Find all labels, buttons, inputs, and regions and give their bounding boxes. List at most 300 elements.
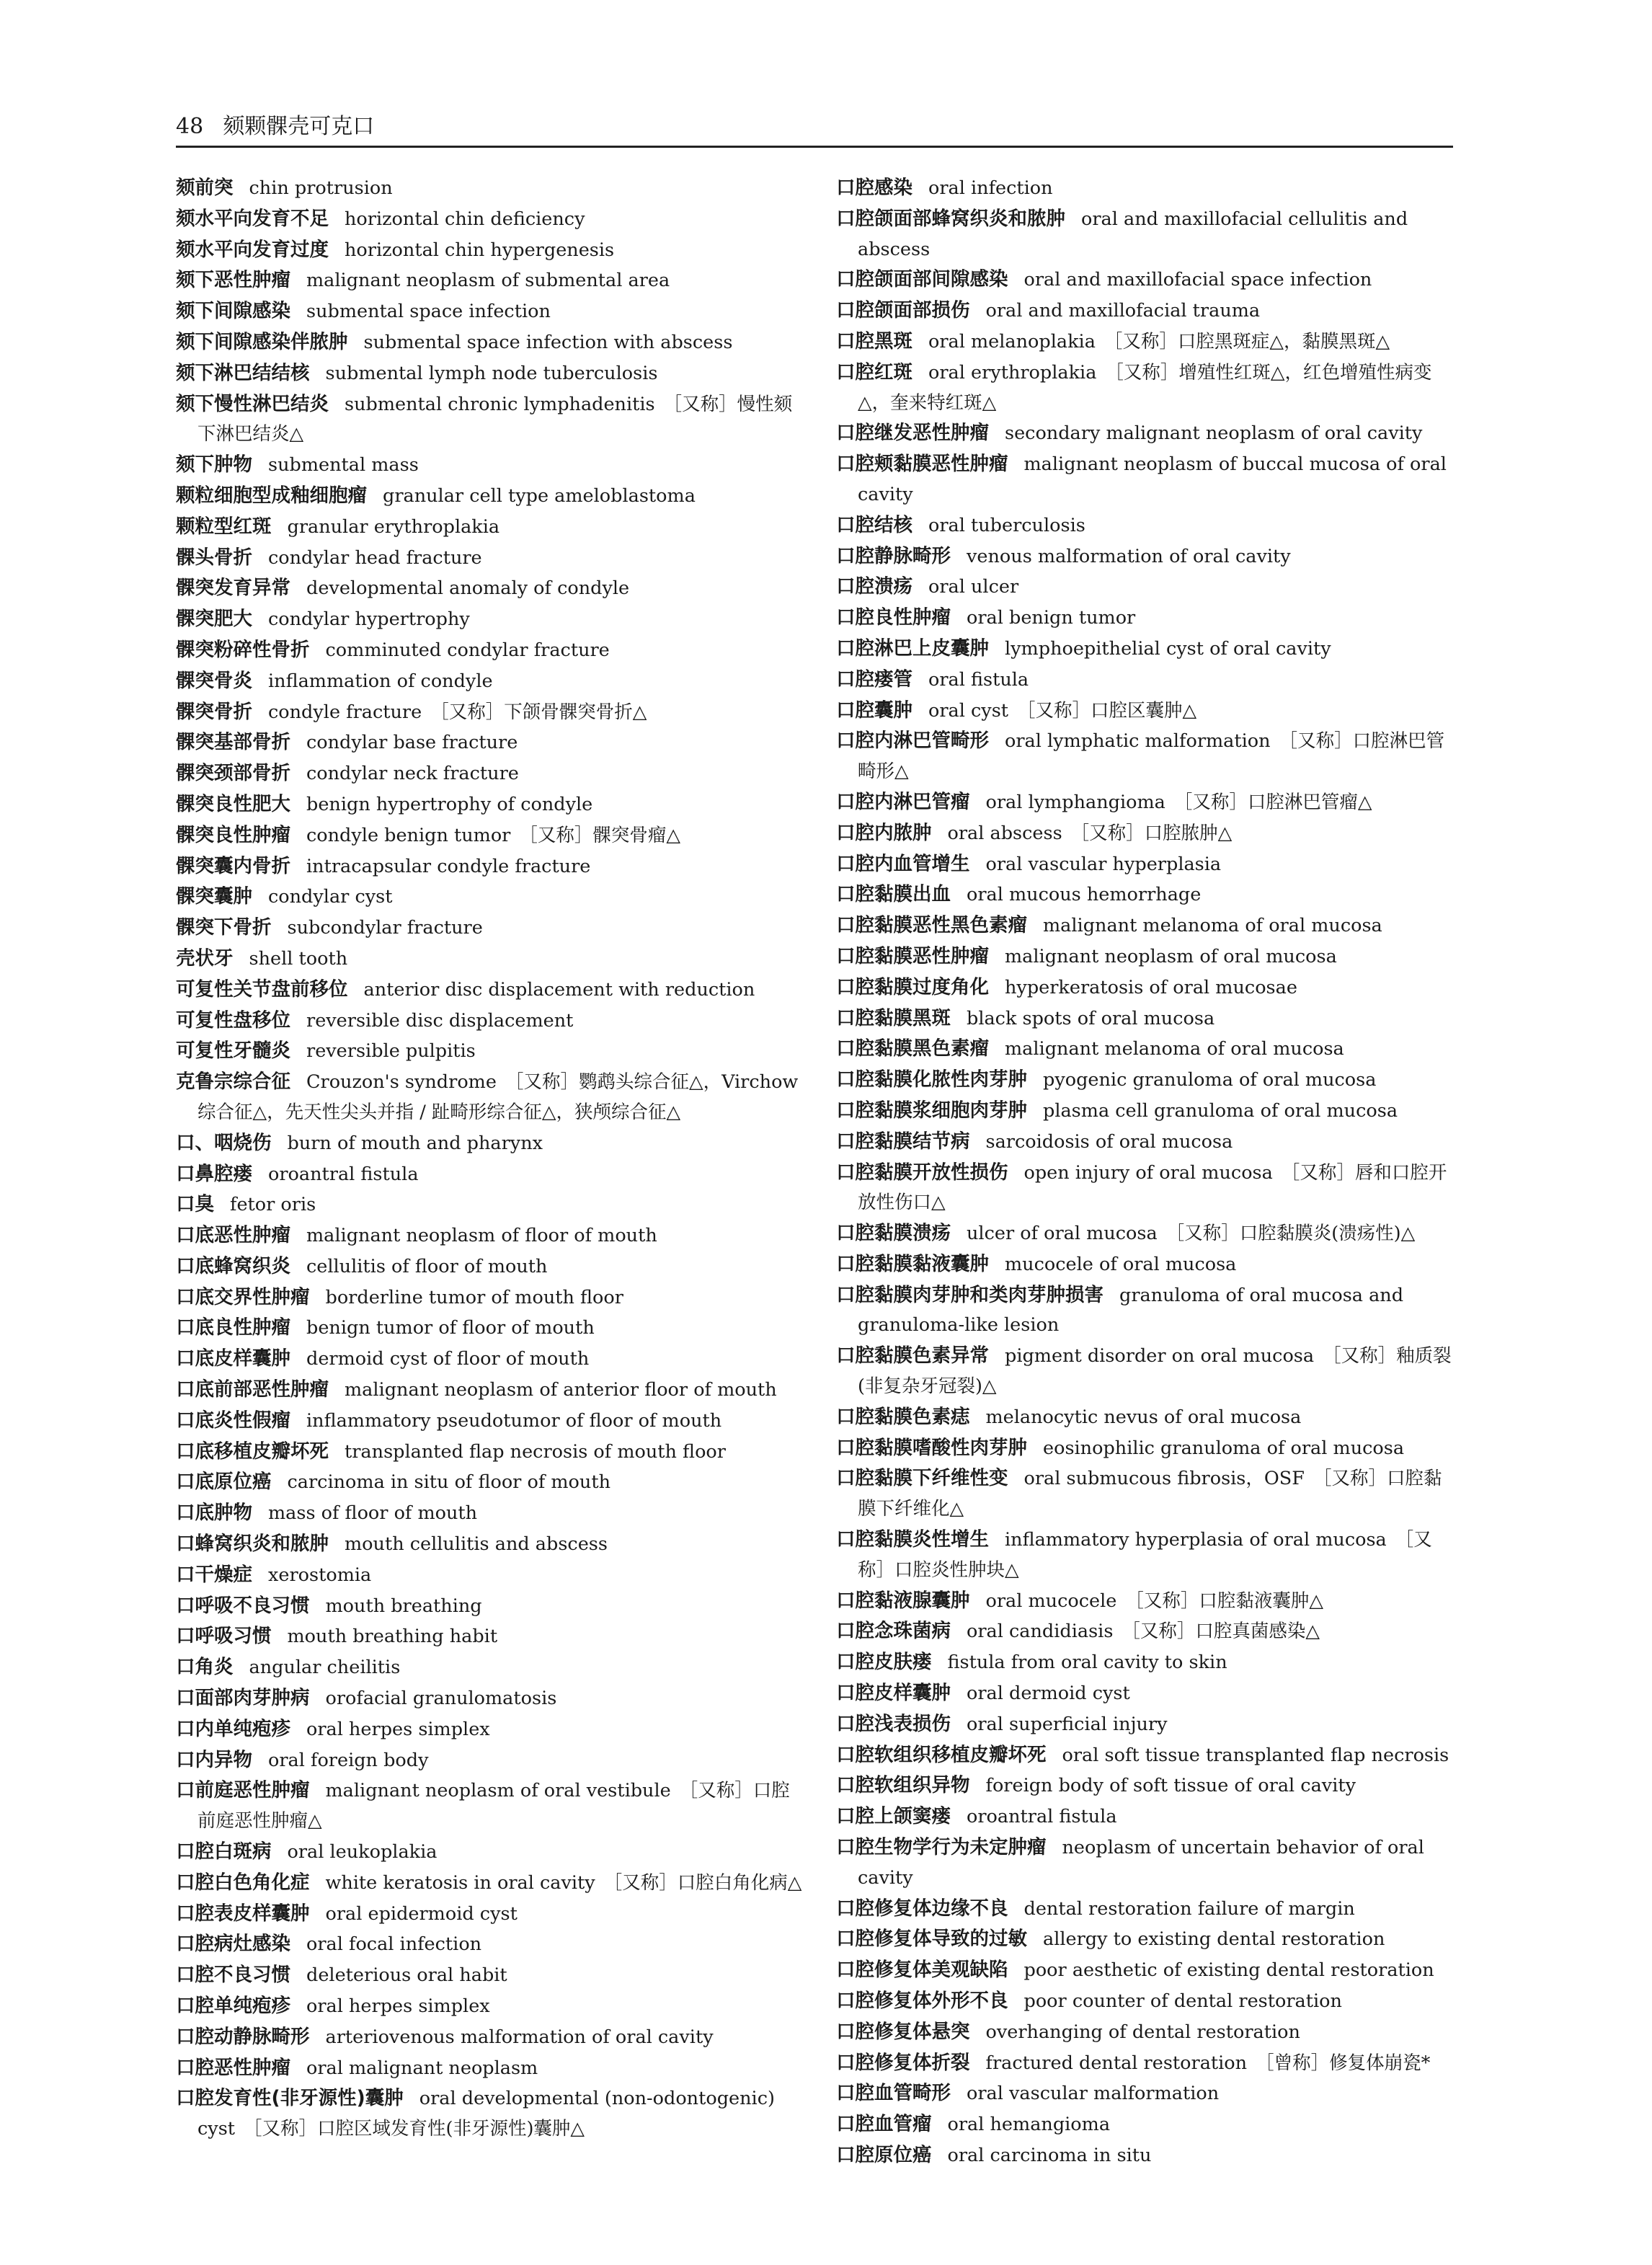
glossary-entry bbox=[176, 265, 804, 296]
entry-chinese-term: 口腔颌面部间隙感染 bbox=[836, 268, 1008, 291]
entry-chinese-term: 口干燥症 bbox=[176, 1563, 252, 1586]
entry-chinese-term: 口腔黏膜炎性增生 bbox=[836, 1528, 989, 1551]
glossary-entry bbox=[176, 1406, 804, 1437]
entry-chinese-term: 口底恶性肿瘤 bbox=[176, 1224, 290, 1247]
glossary-entry bbox=[836, 1096, 1456, 1127]
entry-english-term: oral dermoid cyst bbox=[967, 1683, 1130, 1705]
glossary-entry bbox=[836, 787, 1456, 818]
entry-english-term: venous malformation of oral cavity bbox=[967, 545, 1291, 567]
entry-english-term: arteriovenous malformation of oral cavity bbox=[325, 2026, 714, 2048]
page-number: 48 bbox=[176, 114, 204, 139]
glossary-entry bbox=[836, 1801, 1456, 1832]
entry-chinese-term: 髁突囊肿 bbox=[176, 885, 252, 908]
entry-english-term: reversible disc displacement bbox=[306, 1009, 574, 1032]
entry-chinese-term: 髁突骨炎 bbox=[176, 669, 252, 692]
entry-english-term: condylar neck fracture bbox=[306, 763, 519, 785]
glossary-entry bbox=[176, 1960, 804, 1991]
entry-chinese-term: 口腔继发恶性肿瘤 bbox=[836, 422, 989, 445]
entry-chinese-term: 口腔结核 bbox=[836, 513, 912, 536]
glossary-entry bbox=[836, 1770, 1456, 1801]
glossary-entry bbox=[176, 1929, 804, 1960]
entry-english-term: oral vascular malformation bbox=[967, 2083, 1220, 2105]
entry-english-term: angular cheilitis bbox=[249, 1657, 401, 1679]
entry-english-term: oral ulcer bbox=[928, 576, 1019, 598]
entry-english-term: submental space infection bbox=[306, 301, 551, 323]
entry-chinese-term: 髁突发育异常 bbox=[176, 577, 290, 600]
glossary-entry bbox=[836, 1341, 1456, 1402]
glossary-entry bbox=[176, 1621, 804, 1652]
entry-english-term: condyle fracture bbox=[268, 701, 422, 723]
glossary-entry bbox=[836, 696, 1456, 727]
entry-chinese-term: 口腔良性肿瘤 bbox=[836, 606, 951, 629]
entry-english-term: oral submucous fibrosis，OSF bbox=[1023, 1468, 1305, 1490]
entry-chinese-term: 口、咽烧伤 bbox=[176, 1131, 272, 1154]
entry-english-term: hyperkeratosis of oral mucosae bbox=[1005, 976, 1297, 998]
entry-chinese-term: 口腔病灶感染 bbox=[176, 1933, 290, 1956]
entry-synonym-note: ［曾称］修复体崩瓷* bbox=[1256, 2052, 1431, 2074]
entry-chinese-term: 口腔修复体外形不良 bbox=[836, 1990, 1008, 2013]
entry-synonym-note: ［又称］口腔白角化病△ bbox=[603, 1871, 802, 1894]
glossary-entry bbox=[176, 1437, 804, 1468]
entry-english-term: secondary malignant neoplasm of oral cavity bbox=[1005, 422, 1423, 445]
entry-chinese-term: 口腔静脉畸形 bbox=[836, 544, 951, 567]
entry-chinese-term: 口腔原位癌 bbox=[836, 2144, 932, 2166]
glossary-entry bbox=[836, 204, 1456, 265]
glossary-entry bbox=[176, 851, 804, 882]
glossary-entry bbox=[836, 2017, 1456, 2048]
entry-chinese-term: 口腔黏液腺囊肿 bbox=[836, 1589, 970, 1612]
glossary-entry bbox=[176, 727, 804, 758]
entry-english-term: oroantral fistula bbox=[967, 1806, 1117, 1828]
entry-chinese-term: 口腔颌面部蜂窝织炎和脓肿 bbox=[836, 207, 1065, 230]
entry-english-term: malignant neoplasm of buccal mucosa of oral cavity bbox=[858, 453, 1447, 505]
entry-english-term: condylar base fracture bbox=[306, 732, 518, 754]
entry-english-term: condylar cyst bbox=[268, 886, 393, 908]
glossary-entry bbox=[836, 1218, 1456, 1249]
entry-chinese-term: 口腔修复体导致的过敏 bbox=[836, 1928, 1027, 1951]
entry-chinese-term: 口内异物 bbox=[176, 1748, 252, 1771]
entry-chinese-term: 髁突良性肿瘤 bbox=[176, 823, 290, 846]
glossary-entry bbox=[836, 1280, 1456, 1342]
entry-synonym-note: ［又称］口腔区囊肿△ bbox=[1017, 699, 1197, 722]
running-title: 颏颗髁壳可克口 bbox=[223, 114, 375, 139]
entry-english-term: fractured dental restoration bbox=[985, 2052, 1248, 2074]
entry-english-term: white keratosis in oral cavity bbox=[325, 1871, 595, 1894]
entry-english-term: mucocele of oral mucosa bbox=[1005, 1253, 1237, 1275]
entry-english-term: chin protrusion bbox=[249, 177, 393, 199]
glossary-entry bbox=[176, 758, 804, 789]
entry-english-term: black spots of oral mucosa bbox=[967, 1007, 1215, 1029]
glossary-entry bbox=[176, 697, 804, 728]
entry-chinese-term: 口呼吸习惯 bbox=[176, 1625, 272, 1648]
entry-chinese-term: 克鲁宗综合征 bbox=[176, 1071, 290, 1094]
glossary-entry bbox=[176, 1375, 804, 1406]
entry-english-term: oral tuberculosis bbox=[928, 514, 1085, 536]
glossary-entry bbox=[836, 818, 1456, 849]
entry-chinese-term: 颏下间隙感染 bbox=[176, 300, 290, 323]
entry-english-term: pyogenic granuloma of oral mucosa bbox=[1043, 1069, 1377, 1091]
glossary-entry bbox=[836, 1127, 1456, 1158]
entry-synonym-note: ［又称］口腔区域发育性(非牙源性)囊肿△ bbox=[244, 2118, 585, 2140]
glossary-entry bbox=[836, 418, 1456, 449]
entry-chinese-term: 口腔黏膜嗜酸性肉芽肿 bbox=[836, 1436, 1027, 1459]
glossary-entry bbox=[176, 1991, 804, 2022]
entry-english-term: oral fistula bbox=[928, 668, 1029, 691]
entry-english-term: mass of floor of mouth bbox=[268, 1502, 478, 1525]
entry-chinese-term: 口内单纯疱疹 bbox=[176, 1717, 290, 1740]
entry-english-term: malignant melanoma of oral mucosa bbox=[1005, 1038, 1344, 1060]
glossary-entry bbox=[176, 1189, 804, 1220]
entry-synonym-note: ［又称］唇和口腔开放性伤口△ bbox=[858, 1161, 1447, 1214]
glossary-entry bbox=[176, 1282, 804, 1313]
entry-synonym-note: ［又称］鹦鹉头综合征△，Virchow综合征△，先天性尖头并指 / 趾畸形综合征△，狭颅综合征△ bbox=[197, 1071, 799, 1123]
entry-english-term: mouth cellulitis and abscess bbox=[345, 1533, 608, 1556]
glossary-entry bbox=[176, 296, 804, 327]
entry-english-term: oral and maxillofacial cellulitis and abscess bbox=[858, 208, 1408, 260]
entry-english-term: benign hypertrophy of condyle bbox=[306, 793, 593, 815]
entry-english-term: xerostomia bbox=[268, 1564, 372, 1586]
glossary-entry bbox=[176, 573, 804, 604]
entry-chinese-term: 口腔黏膜过度角化 bbox=[836, 975, 989, 998]
glossary-entry bbox=[836, 1709, 1456, 1740]
entry-english-term: oral soft tissue transplanted flap necrosis bbox=[1062, 1744, 1449, 1766]
glossary-entry bbox=[836, 1678, 1456, 1709]
entry-synonym-note: ［又称］口腔炎性肿块△ bbox=[858, 1529, 1432, 1581]
entry-chinese-term: 口前庭恶性肿瘤 bbox=[176, 1779, 310, 1802]
glossary-entry bbox=[836, 265, 1456, 296]
entry-chinese-term: 口腔修复体折裂 bbox=[836, 2051, 970, 2074]
glossary-entry bbox=[836, 1433, 1456, 1464]
glossary-entry bbox=[836, 879, 1456, 910]
glossary-entry bbox=[836, 726, 1456, 787]
glossary-entry bbox=[836, 541, 1456, 572]
entry-synonym-note: ［又称］口腔淋巴管瘤△ bbox=[1173, 791, 1372, 813]
glossary-entry bbox=[176, 2083, 804, 2145]
entry-chinese-term: 口底皮样囊肿 bbox=[176, 1347, 290, 1370]
entry-english-term: oral vascular hyperplasia bbox=[985, 853, 1222, 875]
entry-synonym-note: ［又称］增殖性红斑△，红色增殖性病变△，奎来特红斑△ bbox=[858, 361, 1432, 414]
glossary-entry bbox=[836, 1249, 1456, 1280]
entry-chinese-term: 髁突粉碎性骨折 bbox=[176, 638, 310, 661]
glossary-entry bbox=[176, 1837, 804, 1868]
entry-english-term: foreign body of soft tissue of oral cavity bbox=[985, 1775, 1356, 1797]
entry-english-term: orofacial granulomatosis bbox=[325, 1688, 557, 1710]
glossary-entry bbox=[176, 913, 804, 944]
glossary-entry bbox=[836, 1158, 1456, 1219]
entry-english-term: oral lymphangioma bbox=[985, 791, 1165, 813]
entry-chinese-term: 口腔血管瘤 bbox=[836, 2113, 932, 2136]
entry-chinese-term: 口腔念珠菌病 bbox=[836, 1620, 951, 1643]
entry-english-term: melanocytic nevus of oral mucosa bbox=[985, 1406, 1302, 1428]
entry-english-term: oral mucous hemorrhage bbox=[967, 884, 1202, 906]
entry-chinese-term: 口底原位癌 bbox=[176, 1471, 272, 1494]
glossary-entry bbox=[176, 1591, 804, 1622]
glossary-entry bbox=[176, 1745, 804, 1776]
glossary-entry bbox=[836, 972, 1456, 1003]
entry-english-term: condylar hypertrophy bbox=[268, 608, 470, 631]
entry-english-term: oroantral fistula bbox=[268, 1163, 419, 1185]
entry-english-term: oral candidiasis bbox=[967, 1621, 1114, 1643]
entry-english-term: reversible pulpitis bbox=[306, 1040, 476, 1063]
entry-chinese-term: 髁突囊内骨折 bbox=[176, 854, 290, 877]
entry-english-term: oral focal infection bbox=[306, 1933, 482, 1956]
glossary-entry bbox=[836, 1924, 1456, 1955]
entry-english-term: allergy to existing dental restoration bbox=[1043, 1928, 1385, 1951]
entry-chinese-term: 颏下恶性肿瘤 bbox=[176, 269, 290, 292]
glossary-entry bbox=[836, 1463, 1456, 1525]
entry-english-term: submental space infection with abscess bbox=[363, 331, 733, 353]
entry-chinese-term: 口腔发育性(非牙源性)囊肿 bbox=[176, 2087, 404, 2110]
glossary-entry bbox=[836, 173, 1456, 204]
glossary-entry bbox=[836, 1402, 1456, 1433]
entry-english-term: oral foreign body bbox=[268, 1749, 429, 1771]
glossary-entry bbox=[836, 1034, 1456, 1065]
entry-chinese-term: 口腔黏膜恶性肿瘤 bbox=[836, 944, 989, 967]
entry-chinese-term: 口腔黑斑 bbox=[836, 329, 912, 353]
glossary-entry bbox=[836, 634, 1456, 665]
entry-chinese-term: 髁突下骨折 bbox=[176, 916, 272, 939]
entry-chinese-term: 口底前部恶性肿瘤 bbox=[176, 1378, 329, 1401]
entry-chinese-term: 口腔上颌窦瘘 bbox=[836, 1805, 951, 1828]
entry-chinese-term: 口腔生物学行为未定肿瘤 bbox=[836, 1836, 1047, 1859]
entry-chinese-term: 口腔修复体美观缺陷 bbox=[836, 1959, 1008, 1982]
glossary-entry bbox=[836, 1986, 1456, 2017]
entry-english-term: malignant neoplasm of submental area bbox=[306, 270, 670, 292]
entry-english-term: malignant neoplasm of oral vestibule bbox=[325, 1780, 671, 1802]
entry-english-term: sarcoidosis of oral mucosa bbox=[985, 1130, 1233, 1153]
entry-english-term: comminuted condylar fracture bbox=[325, 639, 610, 661]
entry-english-term: dental restoration failure of margin bbox=[1023, 1897, 1355, 1920]
glossary-entry bbox=[176, 1529, 804, 1560]
glossary-entry bbox=[836, 1832, 1456, 1894]
glossary-entry bbox=[176, 1128, 804, 1159]
entry-english-term: oral and maxillofacial space infection bbox=[1023, 269, 1372, 291]
glossary-entry bbox=[836, 603, 1456, 634]
entry-english-term: malignant neoplasm of anterior floor of mouth bbox=[345, 1379, 777, 1401]
glossary-entry bbox=[176, 975, 804, 1006]
entry-english-term: oral melanoplakia bbox=[928, 330, 1096, 353]
entry-english-term: oral hemangioma bbox=[947, 2114, 1111, 2136]
entry-english-term: malignant melanoma of oral mucosa bbox=[1043, 915, 1382, 937]
entry-chinese-term: 口腔黏膜黑斑 bbox=[836, 1006, 951, 1029]
glossary-entry bbox=[176, 820, 804, 851]
entry-chinese-term: 口底交界性肿瘤 bbox=[176, 1285, 310, 1308]
entry-chinese-term: 颏水平向发育过度 bbox=[176, 238, 329, 261]
glossary-entry bbox=[176, 1251, 804, 1282]
glossary-entry bbox=[176, 1560, 804, 1591]
entry-chinese-term: 口腔单纯疱疹 bbox=[176, 1995, 290, 2018]
entry-chinese-term: 髁突骨折 bbox=[176, 700, 252, 723]
entry-english-term: oral carcinoma in situ bbox=[947, 2145, 1152, 2166]
entry-chinese-term: 口腔溃疡 bbox=[836, 575, 912, 598]
glossary-entry bbox=[176, 882, 804, 913]
entry-chinese-term: 口腔黏膜黏液囊肿 bbox=[836, 1252, 989, 1275]
glossary-entry bbox=[176, 512, 804, 543]
entry-english-term: mouth breathing habit bbox=[287, 1626, 498, 1648]
entry-chinese-term: 颗粒细胞型成釉细胞瘤 bbox=[176, 484, 367, 507]
entry-english-term: fistula from oral cavity to skin bbox=[947, 1652, 1227, 1674]
entry-chinese-term: 口腔淋巴上皮囊肿 bbox=[836, 637, 989, 660]
entry-english-term: malignant neoplasm of floor of mouth bbox=[306, 1225, 657, 1247]
glossary-entry bbox=[836, 327, 1456, 358]
glossary-entry bbox=[176, 2022, 804, 2053]
entry-chinese-term: 口腔黏膜出血 bbox=[836, 883, 951, 906]
entry-chinese-term: 颗粒型红斑 bbox=[176, 515, 272, 538]
entry-chinese-term: 口腔黏膜黑色素瘤 bbox=[836, 1037, 989, 1060]
entry-chinese-term: 髁突颈部骨折 bbox=[176, 762, 290, 785]
glossary-entry bbox=[176, 358, 804, 389]
glossary-entry bbox=[176, 1036, 804, 1067]
entry-english-term: transplanted flap necrosis of mouth floor bbox=[345, 1440, 726, 1463]
entry-chinese-term: 口底良性肿瘤 bbox=[176, 1316, 290, 1339]
entry-synonym-note: ［又称］下颌骨髁突骨折△ bbox=[430, 701, 647, 723]
entry-chinese-term: 口呼吸不良习惯 bbox=[176, 1594, 310, 1617]
entry-synonym-note: ［又称］口腔淋巴管畸形△ bbox=[858, 730, 1445, 783]
entry-chinese-term: 颏下间隙感染伴脓肿 bbox=[176, 330, 348, 353]
entry-chinese-term: 颏前突 bbox=[176, 177, 234, 199]
glossary-entry bbox=[836, 2078, 1456, 2109]
entry-synonym-note: ［又称］口腔黑斑症△，黏膜黑斑△ bbox=[1103, 330, 1390, 353]
glossary-entry bbox=[176, 543, 804, 574]
glossary-entry bbox=[836, 1586, 1456, 1617]
glossary-entry bbox=[176, 1868, 804, 1899]
entry-english-term: anterior disc displacement with reduction bbox=[363, 978, 755, 1001]
entry-chinese-term: 口腔不良习惯 bbox=[176, 1964, 290, 1987]
entry-english-term: granular cell type ameloblastoma bbox=[383, 484, 696, 507]
entry-chinese-term: 口腔表皮样囊肿 bbox=[176, 1902, 310, 1925]
glossary-entry bbox=[176, 1220, 804, 1251]
glossary-entry bbox=[176, 1344, 804, 1375]
entry-english-term: subcondylar fracture bbox=[287, 917, 483, 939]
entry-english-term: oral benign tumor bbox=[967, 607, 1136, 629]
entry-chinese-term: 口腔修复体边缘不良 bbox=[836, 1897, 1008, 1920]
entry-english-term: oral infection bbox=[928, 177, 1053, 199]
entry-english-term: horizontal chin deficiency bbox=[345, 208, 585, 230]
entry-chinese-term: 口角炎 bbox=[176, 1656, 234, 1679]
entry-english-term: oral cyst bbox=[928, 699, 1009, 722]
left-column bbox=[176, 173, 804, 2145]
entry-chinese-term: 口腔软组织异物 bbox=[836, 1774, 970, 1797]
entry-synonym-note: ［又称］口腔黏膜炎(溃疡性)△ bbox=[1165, 1223, 1416, 1245]
glossary-entry bbox=[176, 1899, 804, 1930]
glossary-entry bbox=[176, 235, 804, 266]
glossary-entry bbox=[176, 944, 804, 975]
glossary-entry bbox=[836, 1525, 1456, 1586]
entry-english-term: eosinophilic granuloma of oral mucosa bbox=[1043, 1437, 1405, 1459]
entry-english-term: oral developmental (non-odontogenic) cyst bbox=[197, 2088, 775, 2140]
entry-chinese-term: 口腔内脓肿 bbox=[836, 821, 932, 844]
entry-chinese-term: 口底肿物 bbox=[176, 1502, 252, 1525]
glossary-entry bbox=[176, 1006, 804, 1037]
glossary-entry bbox=[836, 510, 1456, 541]
glossary-entry bbox=[176, 327, 804, 358]
entry-english-term: oral malignant neoplasm bbox=[306, 2057, 538, 2079]
entry-english-term: fetor oris bbox=[230, 1194, 316, 1216]
entry-chinese-term: 口腔黏膜化脓性肉芽肿 bbox=[836, 1068, 1027, 1091]
entry-chinese-term: 颏下淋巴结结核 bbox=[176, 361, 310, 384]
entry-chinese-term: 口腔动静脉畸形 bbox=[176, 2025, 310, 2048]
entry-chinese-term: 口腔白斑病 bbox=[176, 1840, 272, 1863]
entry-english-term: oral herpes simplex bbox=[306, 1718, 490, 1740]
glossary-entry bbox=[176, 1159, 804, 1190]
entry-synonym-note: ［又称］口腔真菌感染△ bbox=[1122, 1621, 1320, 1643]
entry-chinese-term: 髁突良性肥大 bbox=[176, 792, 290, 815]
right-column bbox=[836, 173, 1456, 2171]
entry-english-term: inflammatory pseudotumor of floor of mouth bbox=[306, 1409, 722, 1432]
entry-english-term: malignant neoplasm of oral mucosa bbox=[1005, 945, 1337, 967]
glossary-entry bbox=[836, 849, 1456, 880]
glossary-entry bbox=[176, 1652, 804, 1683]
entry-english-term: poor counter of dental restoration bbox=[1023, 1990, 1342, 2013]
entry-synonym-note: ［又称］口腔黏膜下纤维化△ bbox=[858, 1468, 1442, 1520]
entry-english-term: shell tooth bbox=[249, 947, 348, 970]
entry-chinese-term: 口腔红斑 bbox=[836, 360, 912, 384]
entry-chinese-term: 口腔黏膜恶性黑色素瘤 bbox=[836, 914, 1027, 937]
entry-chinese-term: 口腔恶性肿瘤 bbox=[176, 2056, 290, 2079]
glossary-entry bbox=[176, 389, 804, 451]
entry-chinese-term: 可复性关节盘前移位 bbox=[176, 978, 348, 1001]
entry-english-term: oral leukoplakia bbox=[287, 1841, 438, 1863]
glossary-entry bbox=[836, 665, 1456, 696]
glossary-entry bbox=[836, 941, 1456, 972]
entry-english-term: condylar head fracture bbox=[268, 546, 482, 569]
entry-chinese-term: 髁突肥大 bbox=[176, 608, 252, 631]
glossary-entry bbox=[176, 481, 804, 512]
glossary-entry bbox=[836, 1003, 1456, 1034]
entry-chinese-term: 口腔黏膜肉芽肿和类肉芽肿损害 bbox=[836, 1283, 1103, 1306]
glossary-entry bbox=[176, 1714, 804, 1745]
glossary-entry bbox=[176, 635, 804, 666]
glossary-entry bbox=[176, 1776, 804, 1837]
entry-english-term: oral abscess bbox=[947, 822, 1062, 844]
entry-english-term: poor aesthetic of existing dental restoration bbox=[1023, 1959, 1434, 1982]
entry-english-term: open injury of oral mucosa bbox=[1023, 1161, 1273, 1184]
entry-synonym-note: ［又称］口腔黏液囊肿△ bbox=[1125, 1590, 1323, 1612]
entry-chinese-term: 颏水平向发育不足 bbox=[176, 207, 329, 230]
entry-english-term: condyle benign tumor bbox=[306, 824, 511, 846]
glossary-entry bbox=[176, 1498, 804, 1529]
entry-english-term: inflammation of condyle bbox=[268, 670, 493, 692]
entry-english-term: oral superficial injury bbox=[967, 1713, 1168, 1735]
entry-chinese-term: 髁突基部骨折 bbox=[176, 731, 290, 754]
entry-english-term: oral erythroplakia bbox=[928, 361, 1097, 384]
glossary-entry bbox=[176, 1313, 804, 1344]
glossary-entry bbox=[176, 1067, 804, 1128]
entry-chinese-term: 口蜂窝织炎和脓肿 bbox=[176, 1533, 329, 1556]
entry-chinese-term: 口底移植皮瓣坏死 bbox=[176, 1440, 329, 1463]
glossary-entry bbox=[836, 1894, 1456, 1925]
entry-chinese-term: 口腔内淋巴管畸形 bbox=[836, 730, 989, 753]
entry-chinese-term: 口腔黏膜浆细胞肉芽肿 bbox=[836, 1099, 1027, 1122]
entry-synonym-note: ［又称］釉质裂(非复杂牙冠裂)△ bbox=[858, 1345, 1452, 1398]
entry-chinese-term: 颏下慢性淋巴结炎 bbox=[176, 392, 329, 415]
glossary-entry bbox=[836, 572, 1456, 603]
entry-english-term: Crouzon's syndrome bbox=[306, 1071, 497, 1094]
entry-english-term: ulcer of oral mucosa bbox=[967, 1223, 1158, 1245]
entry-english-term: oral lymphatic malformation bbox=[1005, 730, 1271, 753]
entry-english-term: plasma cell granuloma of oral mucosa bbox=[1043, 1099, 1398, 1122]
entry-english-term: oral epidermoid cyst bbox=[325, 1902, 518, 1925]
entry-chinese-term: 口腔血管畸形 bbox=[836, 2082, 951, 2105]
entry-chinese-term: 口底蜂窝织炎 bbox=[176, 1254, 290, 1277]
glossary-entry bbox=[836, 2140, 1456, 2171]
glossary-entry bbox=[836, 1955, 1456, 1986]
entry-chinese-term: 口腔内淋巴管瘤 bbox=[836, 790, 970, 813]
entry-english-term: pigment disorder on oral mucosa bbox=[1005, 1345, 1315, 1368]
glossary-entry bbox=[836, 2048, 1456, 2079]
page-header bbox=[176, 108, 1453, 148]
entry-chinese-term: 口腔浅表损伤 bbox=[836, 1712, 951, 1735]
